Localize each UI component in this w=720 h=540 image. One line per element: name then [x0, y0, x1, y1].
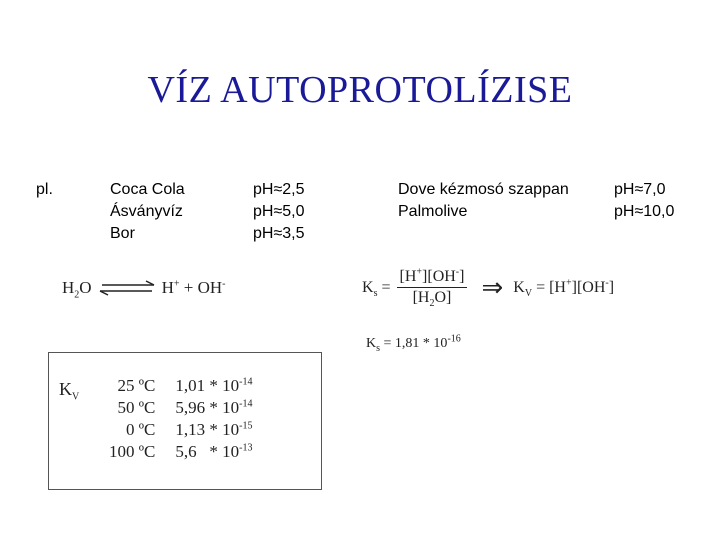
list-item: Ásványvíz [110, 203, 183, 220]
soaps-list [398, 179, 569, 223]
list-item: Bor [110, 225, 135, 242]
kv-label: $K_V$ [59, 379, 80, 403]
list-item: pH≈10,0 [614, 203, 675, 220]
list-item: pH≈2,5 [253, 181, 305, 198]
list-item: pH≈5,0 [253, 203, 305, 220]
ks-formula [362, 266, 615, 310]
list-item: pH≈7,0 [614, 181, 666, 198]
soaps-ph-list [614, 179, 674, 223]
drinks-list [110, 179, 185, 245]
list-item: Coca Cola [110, 181, 185, 198]
ks-symbol: $K_s$ = [362, 278, 391, 299]
ks-denominator: $[H_2O]$ [412, 289, 452, 310]
temperature-cell: 0 ºC [126, 420, 156, 439]
table-row [109, 375, 252, 397]
kv-value-cell: $1,01 * 10^{-14}$ [175, 376, 253, 395]
autoprotolysis-equation [62, 278, 226, 301]
list-item: Palmolive [398, 203, 468, 220]
equilibrium-arrow-icon [96, 280, 158, 296]
page-title: VÍZ AUTOPROTOLÍZISE [147, 69, 573, 111]
temperature-cell: 25 ºC [117, 376, 156, 395]
equation-products: H+ + OH- [161, 278, 226, 297]
example-label: pl. [36, 181, 53, 198]
list-item: Dove kézmosó szappan [398, 181, 569, 198]
kv-expression: $K_V = [H^+][OH^-]$ [513, 277, 615, 299]
kv-value-cell: $5,6 * 10^{-13}$ [175, 442, 253, 461]
kv-value-cell: $1,13 * 10^{-15}$ [175, 420, 253, 439]
temperature-cell: 50 ºC [117, 398, 156, 417]
ks-numerator: [H+][OH-] [397, 268, 468, 288]
drinks-ph-list [253, 179, 304, 245]
temperature-cell: 100 ºC [109, 442, 156, 461]
table-row [109, 441, 252, 463]
implies-icon: ⇒ [481, 272, 504, 302]
table-row [109, 419, 252, 441]
kv-table [109, 375, 252, 463]
equation-reactant: $H_2O$ [62, 278, 92, 301]
kv-temperature-box [48, 352, 322, 490]
list-item: pH≈3,5 [253, 225, 305, 242]
kv-value-cell: $5,96 * 10^{-14}$ [175, 398, 253, 417]
ks-value: $K_s = 1,81 * 10^{-16}$ [366, 333, 461, 354]
ks-fraction [397, 266, 468, 310]
table-row [109, 397, 252, 419]
